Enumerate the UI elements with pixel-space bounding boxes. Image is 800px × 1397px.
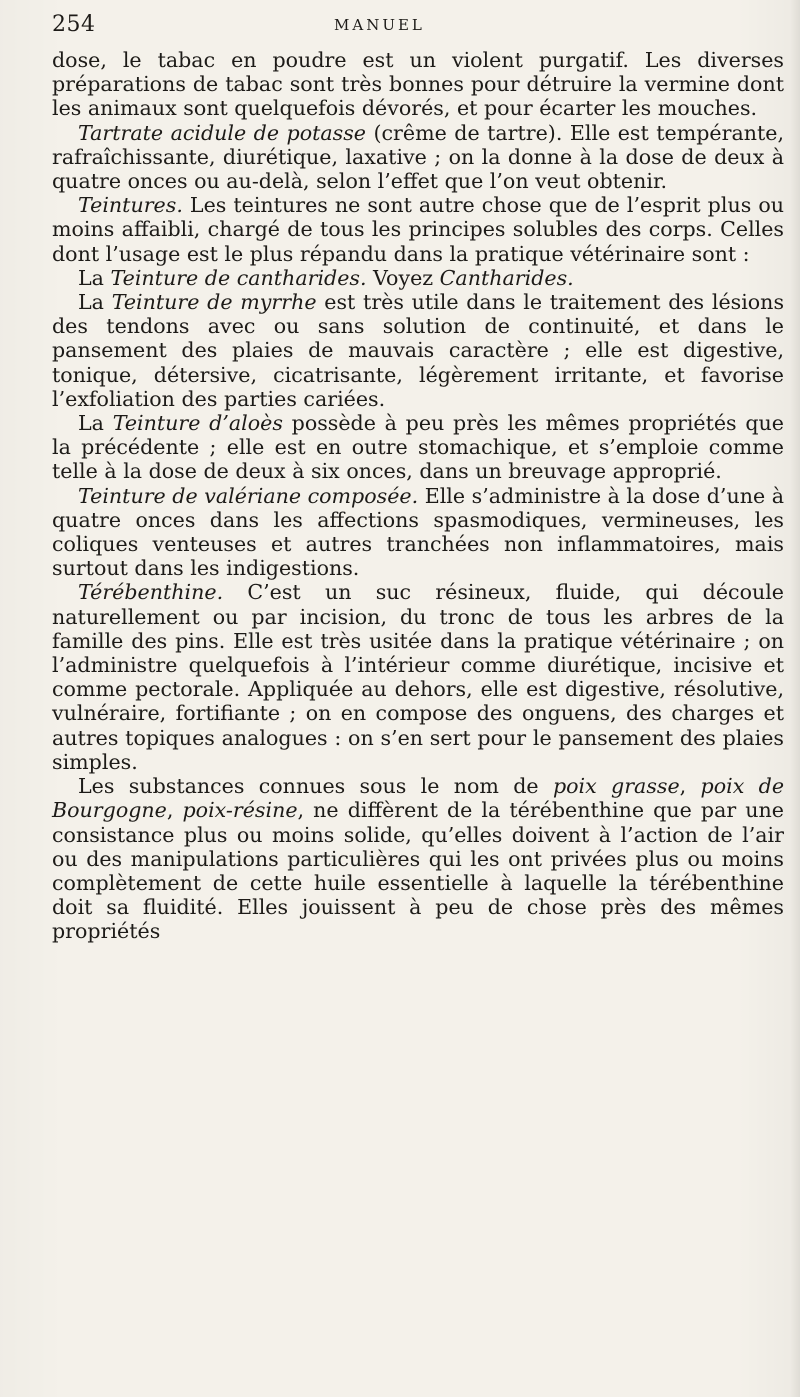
paragraph-text: Voyez <box>366 265 440 290</box>
paragraph-text: dose, le tabac en poudre est un violent purgatif. Les diverses préparations de tabac sont très bonnes pour détruire la vermine dont les animaux sont quelquefois dévorés, et pour écarter les mouches. <box>52 48 784 121</box>
paragraph-tabac <box>52 48 784 121</box>
page-number: 254 <box>52 12 96 37</box>
cross-reference: Cantharides. <box>439 265 574 290</box>
paragraph-terebenthine <box>52 580 784 774</box>
paragraph-valeriane <box>52 484 784 581</box>
paragraph-lead: La <box>78 265 111 290</box>
paragraph-poix <box>52 774 784 943</box>
entry-term: Tartrate acidule de potasse <box>78 120 366 145</box>
entry-term: poix de Bourgogne <box>52 774 785 823</box>
paragraph-text: Les teintures ne sont autre chose que de l’esprit plus ou moins affaibli, chargé de tous les principes solubles des corps. Celles dont l’usage est le plus répandu dans la pratique vétérinaire sont : <box>52 193 784 266</box>
running-head <box>52 14 784 40</box>
entry-term: Teinture d’aloès <box>112 411 283 436</box>
paragraph-text: (crême de tartre). Elle est tempérante, rafraîchissante, diurétique, laxative ; on la donne à la dose de deux à quatre onces ou au-delà, selon l’effet que l’on veut obtenir. <box>52 120 784 194</box>
paragraph-lead: La <box>78 411 113 436</box>
paragraph-myrrhe <box>52 290 784 411</box>
paragraph-tartrate <box>52 121 784 194</box>
paragraph-text: possède à peu près les mêmes propriétés que la précédente ; elle est en outre stomachique, et s’emploie comme telle à la dose de deux à six onces, dans un breuvage approprié. <box>52 411 784 484</box>
paragraph-text: , ne diffèrent de la térébenthine que par une consistance plus ou moins solide, qu’elles doivent à l’action de l’air ou des manipulations particulières qui les ont privées plus ou moins complètement de cette huile essentielle à laquelle la térébenthine doit sa fluidité. Elles jouissent à peu de chose près des mêmes propriétés <box>52 798 784 944</box>
entry-term: poix grasse <box>552 774 680 799</box>
page-edge-shadow <box>790 0 800 1397</box>
paragraph-lead: Les substances connues sous le nom de <box>78 774 553 799</box>
term-separator: , <box>166 798 183 823</box>
paragraph-text: est très utile dans le traitement des lésions des tendons avec ou sans solution de continuité, et dans le pansement des plaies de mauvais caractère ; elle est digestive, tonique, détersive, cicatrisante, légèrement irritante, et favorise l’exfoliation des parties cariées. <box>52 290 785 411</box>
entry-term: poix-résine <box>182 798 298 823</box>
entry-term: Teinture de cantharides. <box>110 265 367 290</box>
paragraph-cantharides <box>52 266 784 290</box>
paragraph-aloes <box>52 411 784 484</box>
page-text <box>52 48 784 944</box>
entry-term: Teinture de valériane composée. <box>78 483 419 508</box>
entry-term: Teintures. <box>78 193 183 218</box>
term-separator: , <box>679 774 701 799</box>
running-title: MANUEL <box>334 16 425 34</box>
paragraph-teintures <box>52 193 784 266</box>
paragraph-lead: La <box>78 290 112 315</box>
entry-term: Teinture de myrrhe <box>111 290 317 315</box>
paragraph-text: C’est un suc résineux, fluide, qui découle naturellement ou par incision, du tronc de tous les arbres de la famille des pins. Elle est très usitée dans la pratique vétérinaire ; on l’administre quelquefois à l’intérieur comme diurétique, incisive et comme pectorale. Appliquée au dehors, elle est digestive, résolutive, vulnéraire, fortifiante ; on en compose des onguens, des charges et autres topiques analogues : on s’en sert pour le pansement des plaies simples. <box>52 580 784 774</box>
paragraph-text: Elle s’administre à la dose d’une à quatre onces dans les affections spasmodiques, vermineuses, les coliques venteuses et autres tranchées non inflammatoires, mais surtout dans les indigestions. <box>52 483 784 581</box>
entry-term: Térébenthine. <box>78 580 224 605</box>
